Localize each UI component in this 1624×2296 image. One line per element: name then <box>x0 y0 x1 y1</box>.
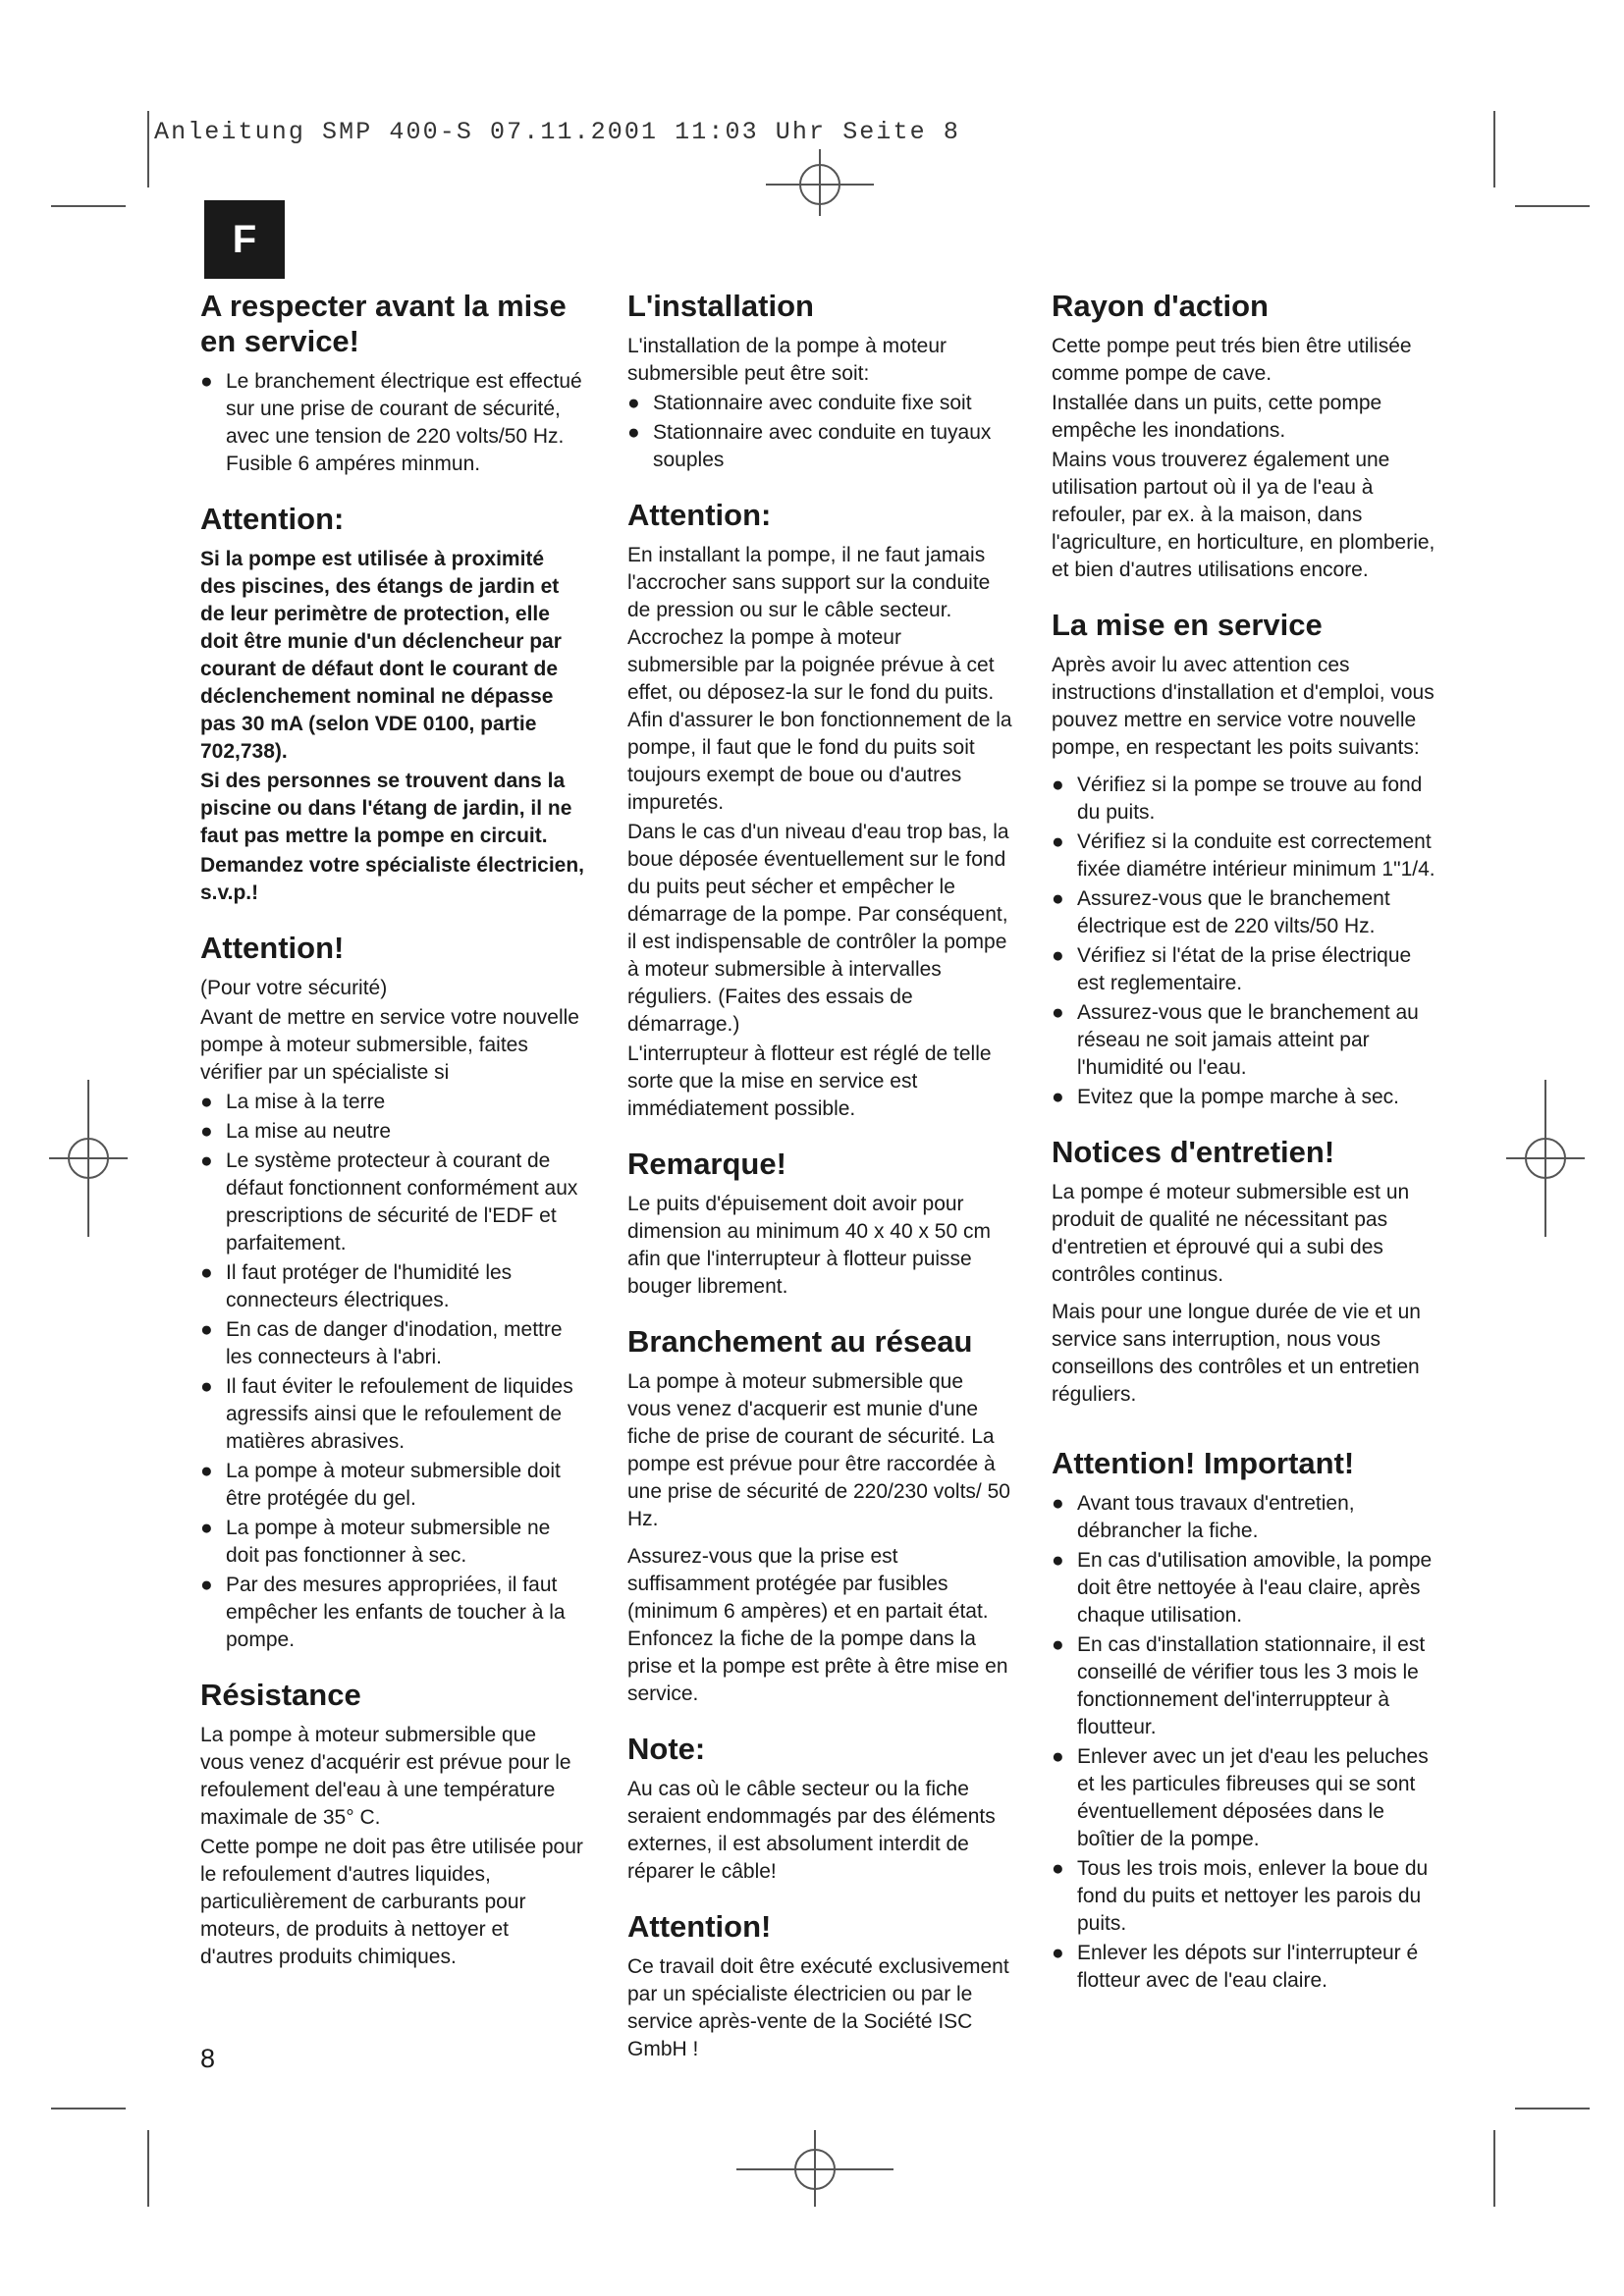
bold-paragraph: Si des personnes se trouvent dans la piscine ou dans l'étang de jardin, il ne faut pas mettre la pompe en circuit. <box>200 770 572 847</box>
section-title: Branchement au réseau <box>627 1324 973 1359</box>
column-2 <box>627 289 1012 2087</box>
bold-paragraph: Si la pompe est utilisée à proximité des piscines, des étangs de jardin et de leur perimètre de protection, elle doit être munie d'un déclencheur par courant de défaut dont le courant de déclenchement nominal ne dépasse pas 30 mA (selon VDE 0100, partie 702,738). <box>200 548 562 763</box>
list-item: ● Par des mesures appropriées, il faut empêcher les enfants de toucher à la pompe. <box>200 1572 585 1654</box>
section-title: Attention! <box>627 1909 772 1944</box>
list-item: ● Vérifiez si l'état de la prise électrique est reglementaire. <box>1052 942 1439 997</box>
section-title: Attention: <box>200 502 345 536</box>
bullet-list <box>1052 1490 1439 1995</box>
paragraph: Installée dans un puits, cette pompe empêche les inondations. <box>1052 392 1382 442</box>
paragraph: La pompe à moteur submersible que vous venez d'acquerir est munie d'une fiche de prise de courant de sécurité. La pompe est prévue pour être raccordée à une prise de sécurité de 220/230 volts/ 50 Hz. <box>627 1370 1010 1530</box>
section-title: Attention! <box>200 931 345 965</box>
paragraph: (Pour votre sécurité) <box>200 977 388 999</box>
paragraph: Cette pompe peut trés bien être utilisée comme pompe de cave. <box>1052 335 1412 385</box>
paragraph: Assurez-vous que la prise est suffisamment protégée par fusibles (minimum 6 ampères) et en partait état. Enfoncez la fiche de la pompe dans la prise et la pompe est prête à être mise en service. <box>627 1545 1008 1705</box>
paragraph: Au cas où le câble secteur ou la fiche seraient endommagés par des éléments externes, il est absolument interdit de réparer le câble! <box>627 1778 996 1883</box>
registration-mark-icon <box>766 118 874 216</box>
list-item: ● En cas de danger d'inodation, mettre les connecteurs à l'abri. <box>200 1316 585 1371</box>
section-attention-repair <box>627 1909 1012 2063</box>
list-item: ● Vérifiez si la conduite est correctement fixée diamétre intérieur minimum 1"1/4. <box>1052 828 1439 883</box>
section-title: Remarque! <box>627 1147 786 1181</box>
list-item: ● Avant tous travaux d'entretien, débrancher la fiche. <box>1052 1490 1439 1545</box>
section-maintenance <box>1052 1135 1439 1409</box>
section-title: Attention! Important! <box>1052 1446 1355 1480</box>
list-item: ● Le branchement électrique est effectué sur une prise de courant de sécurité, avec une tension de 220 volts/50 Hz. Fusible 6 ampéres minmun. <box>200 368 585 478</box>
crop-mark <box>1515 2108 1590 2109</box>
registration-mark-icon <box>1506 1080 1585 1237</box>
paragraph: Dans le cas d'un niveau d'eau trop bas, la boue déposée éventuellement sur le fond du puits peut sécher et empêcher le démarrage de la pompe. Par conséquent, il est indispensable de contrôler la pompe à moteur submersible à intervalles réguliers. (Faites des essais de démarrage.) <box>627 821 1009 1036</box>
bullet-list <box>627 390 1012 474</box>
list-item: ● Il faut éviter le refoulement de liquides agressifs ainsi que le refoulement de matières abrasives. <box>200 1373 585 1456</box>
list-item: ● Vérifiez si la pompe se trouve au fond du puits. <box>1052 772 1439 827</box>
paragraph: La pompe à moteur submersible que vous venez d'acquérir est prévue pour le refoulement del'eau à une température maximale de 35° C. <box>200 1724 571 1829</box>
column-3 <box>1052 289 1439 2018</box>
list-item: ● Il faut protéger de l'humidité les connecteurs électriques. <box>200 1259 585 1314</box>
section-title: Note: <box>627 1732 706 1766</box>
print-header: Anleitung SMP 400-S 07.11.2001 11:03 Uhr Seite 8 <box>154 118 960 146</box>
paragraph: L'installation de la pompe à moteur submersible peut être soit: <box>627 335 947 385</box>
section-title: Résistance <box>200 1678 361 1712</box>
list-item: ● Enlever avec un jet d'eau les peluches et les particules fibreuses qui se sont éventuellement déposées dans le boîtier de la pompe. <box>1052 1743 1439 1853</box>
list-item: ● Enlever les dépots sur l'interrupteur é flotteur avec de l'eau claire. <box>1052 1940 1439 1995</box>
paragraph: Mais pour une longue durée de vie et un service sans interruption, nous vous conseillons des contrôles et un entretien réguliers. <box>1052 1301 1421 1406</box>
page-number: 8 <box>200 2044 216 2073</box>
section-remark <box>627 1147 1012 1301</box>
paragraph: Avant de mettre en service votre nouvelle pompe à moteur submersible, faites vérifier par un spécialiste si <box>200 1006 579 1084</box>
section-title: Attention: <box>627 498 772 532</box>
list-item: ● Assurez-vous que le branchement électrique est de 220 vilts/50 Hz. <box>1052 885 1439 940</box>
section-mains-connection <box>627 1324 1012 1708</box>
crop-mark <box>147 111 149 187</box>
section-attention-2 <box>200 931 585 1654</box>
list-item: ● Le système protecteur à courant de défaut fonctionnent conformément aux prescriptions de sécurité de l'EDF et parfaitement. <box>200 1148 585 1257</box>
list-item: ● En cas d'utilisation amovible, la pompe doit être nettoyée à l'eau claire, après chaque utilisation. <box>1052 1547 1439 1629</box>
bullet-list <box>1052 772 1439 1111</box>
bullet-list <box>200 368 585 478</box>
list-item: ● Tous les trois mois, enlever la boue du fond du puits et nettoyer les parois du puits. <box>1052 1855 1439 1938</box>
crop-mark <box>1493 2130 1495 2207</box>
section-attention-install <box>627 498 1012 1123</box>
crop-mark <box>147 2130 149 2207</box>
section-resistance <box>200 1678 585 1971</box>
section-title: Notices d'entretien! <box>1052 1135 1335 1169</box>
paragraph: La pompe é moteur submersible est un produit de qualité ne nécessitant pas d'entretien et éprouvé qui a subi des contrôles continus. <box>1052 1181 1410 1286</box>
list-item: ● La pompe à moteur submersible doit être protégée du gel. <box>200 1458 585 1513</box>
list-item: ● Stationnaire avec conduite en tuyaux souples <box>627 419 1012 474</box>
section-range-of-use <box>1052 289 1439 584</box>
section-attention-1 <box>200 502 585 907</box>
section-attention-important <box>1052 1446 1439 1995</box>
section-title: L'installation <box>627 289 814 323</box>
section-title: La mise en service <box>1052 608 1323 642</box>
column-1 <box>200 289 585 1995</box>
registration-mark-icon <box>736 2130 893 2238</box>
section-commissioning <box>1052 608 1439 1111</box>
paragraph: L'interrupteur à flotteur est réglé de telle sorte que la mise en service est immédiatement possible. <box>627 1042 992 1120</box>
list-item: ● La mise à la terre <box>200 1089 585 1116</box>
section-installation <box>627 289 1012 474</box>
section-note <box>627 1732 1012 1886</box>
crop-mark <box>1493 111 1495 187</box>
paragraph: En installant la pompe, il ne faut jamais l'accrocher sans support sur la conduite de pression ou sur le câble secteur. Accrochez la pompe à moteur submersible par la poignée prévue à cet effet, ou déposez-la sur le fond du puits. Afin d'assurer le bon fonctionnement de la pompe, il faut que le fond du puits soit toujours exempt de boue ou d'autres impuretés. <box>627 544 1012 814</box>
paragraph: Le puits d'épuisement doit avoir pour dimension au minimum 40 x 40 x 50 cm afin que l'interrupteur à flotteur puisse bouger librement. <box>627 1193 991 1298</box>
crop-mark <box>51 205 126 207</box>
section-safety-before-use <box>200 289 585 478</box>
language-tab: F <box>204 200 285 279</box>
paragraph: Ce travail doit être exécuté exclusivement par un spécialiste électricien ou par le service après-vente de la Société ISC GmbH ! <box>627 1955 1009 2060</box>
registration-mark-icon <box>49 1080 128 1237</box>
crop-mark <box>51 2108 126 2109</box>
list-item: ● En cas d'installation stationnaire, il est conseillé de vérifier tous les 3 mois le fonctionnement del'interruppteur à floutteur. <box>1052 1631 1439 1741</box>
section-title: A respecter avant la mise en service! <box>200 289 567 358</box>
bold-paragraph: Demandez votre spécialiste électricien, s.v.p.! <box>200 854 585 904</box>
paragraph: Après avoir lu avec attention ces instructions d'installation et d'emploi, vous pouvez mettre en service votre nouvelle pompe, en respectant les poits suivants: <box>1052 654 1435 759</box>
crop-mark <box>1515 205 1590 207</box>
bullet-list <box>200 1089 585 1654</box>
section-title: Rayon d'action <box>1052 289 1269 323</box>
list-item: ● La mise au neutre <box>200 1118 585 1146</box>
list-item: ● Stationnaire avec conduite fixe soit <box>627 390 1012 417</box>
paragraph: Cette pompe ne doit pas être utilisée pour le refoulement d'autres liquides, particulièrement de carburants pour moteurs, de produits à nettoyer et d'autres produits chimiques. <box>200 1836 583 1968</box>
list-item: ● Evitez que la pompe marche à sec. <box>1052 1084 1439 1111</box>
paragraph: Mains vous trouverez également une utilisation partout où il ya de l'eau à refouler, par ex. à la maison, dans l'agriculture, en horticulture, en plomberie, et bien d'autres utilisations encore. <box>1052 449 1435 581</box>
list-item: ● La pompe à moteur submersible ne doit pas fonctionner à sec. <box>200 1515 585 1570</box>
list-item: ● Assurez-vous que le branchement au réseau ne soit jamais atteint par l'humidité ou l'eau. <box>1052 999 1439 1082</box>
